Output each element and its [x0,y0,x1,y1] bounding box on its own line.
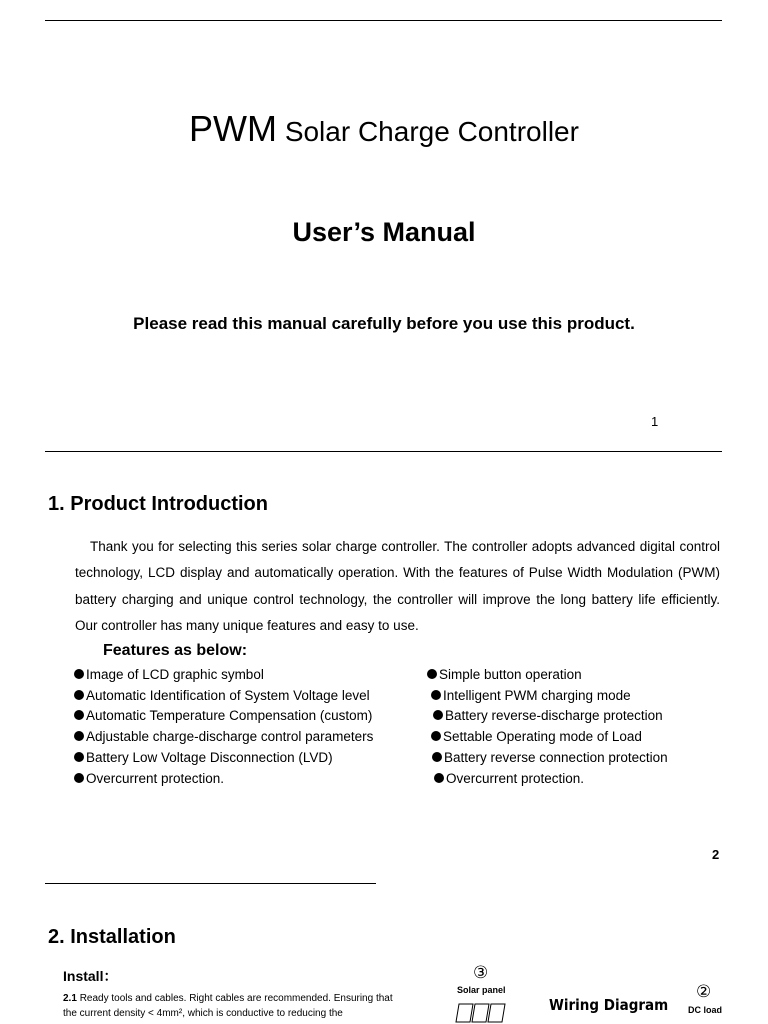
step-text: Ready tools and cables. Right cables are recommended. Ensuring that the current density < 4mm², which is conductive to reducing the [63,993,393,1019]
page-number-2: 2 [712,847,720,862]
bullet-icon [74,690,84,700]
page-divider-2 [45,883,376,884]
bullet-icon [431,731,441,741]
step-number: 2.1 [63,993,77,1004]
feature-item-left: Adjustable charge-discharge control parameters [74,728,373,745]
bullet-icon [74,731,84,741]
wiring-diagram-title: Wiring Diagram [549,996,669,1014]
bullet-icon [432,752,442,762]
page-top-rule [45,20,722,21]
bullet-icon [74,752,84,762]
title-rest: Solar Charge Controller [284,116,579,147]
bullet-icon [74,710,84,720]
solar-panel-number: ③ [473,963,489,982]
feature-item-left: Automatic Temperature Compensation (custom) [74,707,372,724]
section-heading-installation: 2. Installation [48,926,176,948]
feature-item-right: Intelligent PWM charging mode [431,687,631,704]
panel-cell [472,1004,489,1022]
intro-paragraph [75,534,720,639]
feature-item-right: Battery reverse-discharge protection [433,707,663,724]
install-step-2-1 [63,991,399,1021]
bullet-icon [427,669,437,679]
panel-cell [488,1004,505,1022]
install-label: Install： [63,968,118,984]
page-number-1: 1 [651,414,659,429]
features-heading: Features as below: [103,642,248,659]
dc-load-number: ② [696,982,712,1001]
feature-item-left: Automatic Identification of System Voltage level [74,687,370,704]
solar-panel-label: Solar panel [457,985,506,995]
feature-item-left: Overcurrent protection. [74,770,224,787]
panel-cell [456,1004,473,1022]
feature-item-left: Battery Low Voltage Disconnection (LVD) [74,749,333,766]
dc-load-label: DC load [688,1005,723,1015]
read-notice: Please read this manual carefully before you use this product. [133,314,635,333]
solar-panel-icon [454,1002,506,1024]
feature-item-right: Overcurrent protection. [434,770,584,787]
feature-item-right: Battery reverse connection protection [432,749,668,766]
bullet-icon [431,690,441,700]
bullet-icon [433,710,443,720]
document-subtitle: User’s Manual [292,217,476,247]
feature-item-left: Image of LCD graphic symbol [74,666,264,683]
feature-item-right: Simple button operation [427,666,582,683]
page-divider-1 [45,451,722,452]
title-pwm: PWM [189,108,278,149]
feature-item-right: Settable Operating mode of Load [431,728,642,745]
section-heading-introduction: 1. Product Introduction [48,493,268,515]
bullet-icon [74,773,84,783]
document-title [0,108,768,150]
bullet-icon [74,669,84,679]
bullet-icon [434,773,444,783]
intro-text: Thank you for selecting this series solar charge controller. The controller adopts advanced digital control technology, LCD display and automatically operation. With the features of Pulse Width Modulation (PWM) battery charging and unique control technology, the controller will improve the long battery life efficiently. Our controller has many unique features and easy to use. [75,539,720,633]
